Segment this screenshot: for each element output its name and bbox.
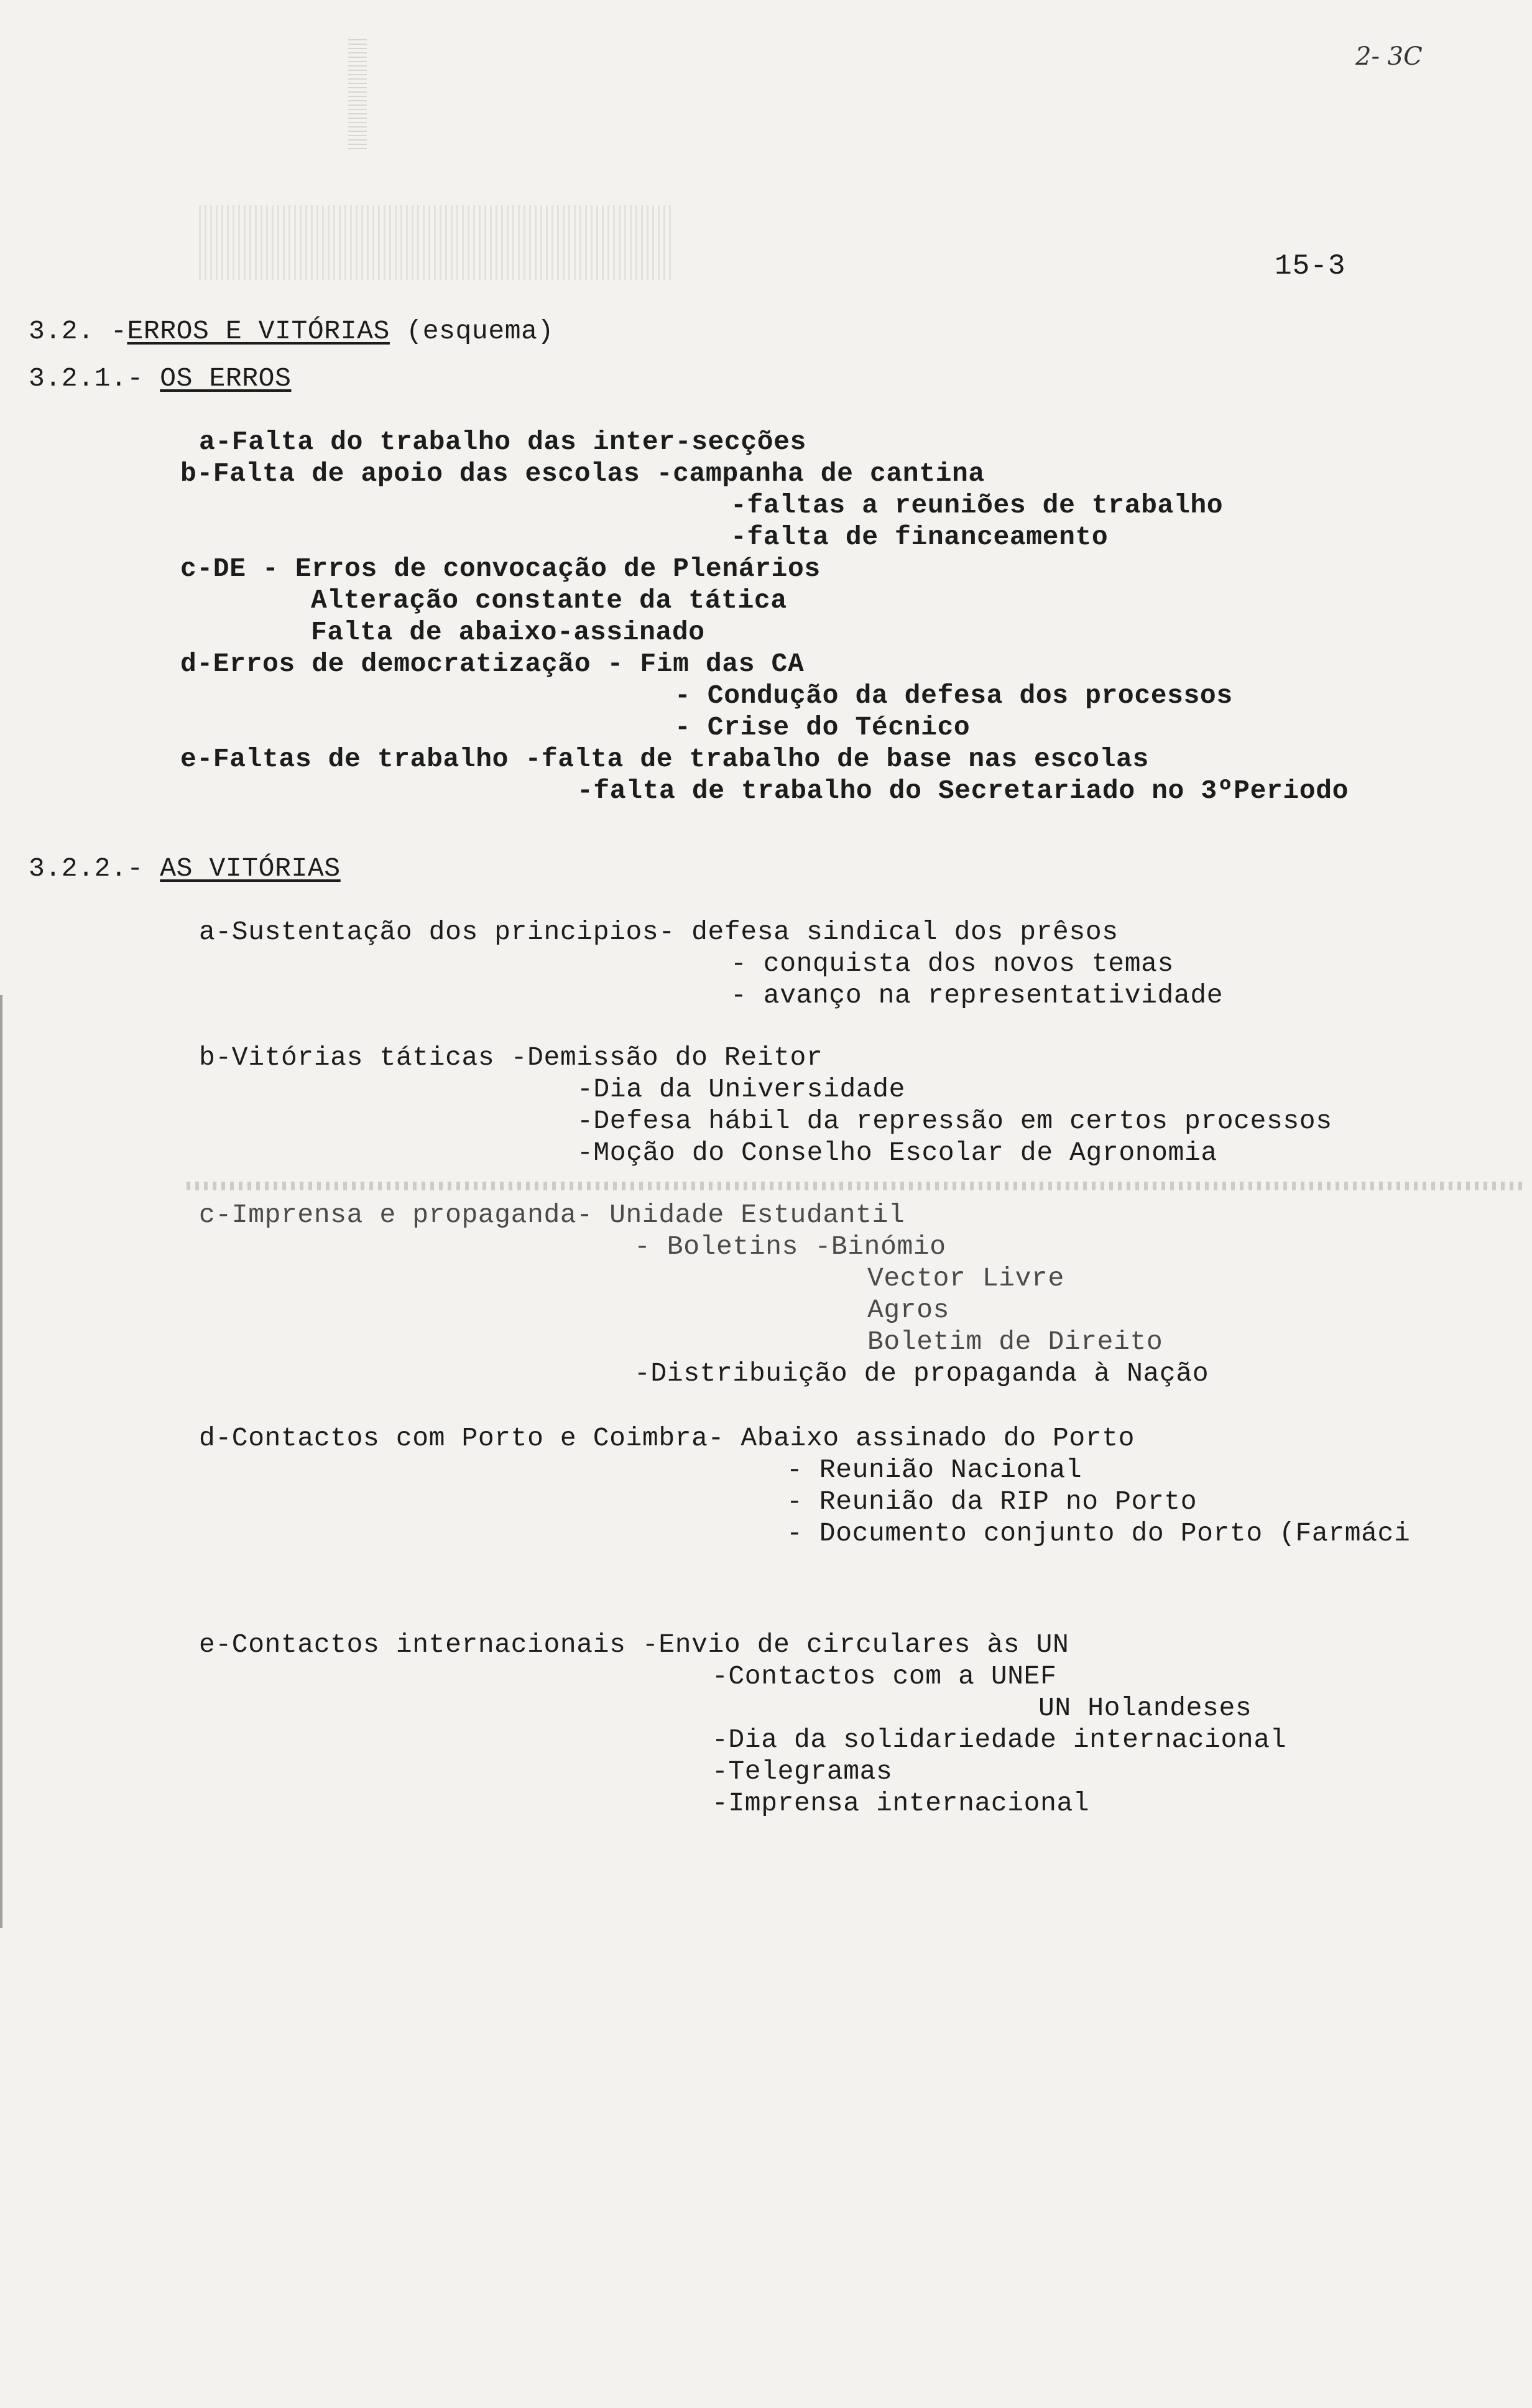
errors-line: Falta de abaixo-assinado xyxy=(311,617,705,647)
page-number: 15-3 xyxy=(1275,250,1346,282)
section-title: ERROS E VITÓRIAS xyxy=(127,316,390,346)
scan-noise xyxy=(199,205,671,280)
victories-line: -Moção do Conselho Escolar de Agronomia xyxy=(577,1137,1217,1168)
victories-line: Boletim de Direito xyxy=(867,1327,1163,1357)
errors-line: - Crise do Técnico xyxy=(675,712,971,743)
errors-number: 3.2.1.- xyxy=(29,363,144,394)
victories-heading xyxy=(29,853,341,884)
victories-number: 3.2.2.- xyxy=(29,853,144,884)
errors-line: b-Falta de apoio das escolas -campanha de cantina xyxy=(180,458,985,489)
errors-line: e-Faltas de trabalho -falta de trabalho de base nas escolas xyxy=(180,744,1149,774)
victories-line: - Reunião da RIP no Porto xyxy=(787,1486,1197,1517)
errors-line: -faltas a reuniões de trabalho xyxy=(731,490,1224,521)
errors-line: -falta de financeamento xyxy=(731,522,1109,552)
victories-line: -Distribuição de propaganda à Nação xyxy=(634,1358,1209,1389)
page-edge-shadow xyxy=(0,995,2,1928)
errors-line: -falta de trabalho do Secretariado no 3ºPeriodo xyxy=(577,776,1349,806)
victories-line: c-Imprensa e propaganda- Unidade Estudantil xyxy=(199,1200,905,1230)
victories-line: - Documento conjunto do Porto (Farmáci xyxy=(787,1518,1411,1549)
victories-line: e-Contactos internacionais -Envio de circulares às UN xyxy=(199,1629,1069,1660)
victories-line: -Telegramas xyxy=(712,1756,893,1787)
victories-line: Vector Livre xyxy=(867,1263,1064,1294)
victories-line: - avanço na representatividade xyxy=(731,980,1224,1011)
section-number: 3.2. xyxy=(29,316,95,346)
victories-title: AS VITÓRIAS xyxy=(160,853,341,884)
victories-line: - conquista dos novos temas xyxy=(731,948,1174,979)
errors-title: OS ERROS xyxy=(160,363,292,394)
victories-line: -Defesa hábil da repressão em certos processos xyxy=(577,1106,1332,1136)
victories-line: - Boletins -Binómio xyxy=(634,1231,946,1262)
victories-line: d-Contactos com Porto e Coimbra- Abaixo assinado do Porto xyxy=(199,1423,1135,1453)
errors-heading xyxy=(29,363,291,394)
victories-line: - Reunião Nacional xyxy=(787,1455,1082,1485)
errors-line: Alteração constante da tática xyxy=(311,585,787,616)
errors-line: c-DE - Erros de convocação de Plenários xyxy=(180,553,821,584)
victories-line: b-Vitórias táticas -Demissão do Reitor xyxy=(199,1042,823,1073)
victories-line: a-Sustentação dos principios- defesa sindical dos prêsos xyxy=(199,917,1119,947)
victories-line: -Contactos com a UNEF xyxy=(712,1661,1057,1692)
corner-note: 2- 3C xyxy=(1355,42,1423,71)
victories-line: Agros xyxy=(867,1295,950,1325)
section-heading: 3.2. -ERROS E VITÓRIAS (esquema) xyxy=(29,316,554,346)
section-title-suffix: (esquema) xyxy=(389,316,554,346)
errors-line: - Condução da defesa dos processos xyxy=(675,680,1233,711)
errors-line: d-Erros de democratização - Fim das CA xyxy=(180,649,805,679)
scan-noise xyxy=(348,37,367,149)
victories-line: UN Holandeses xyxy=(1038,1693,1252,1723)
errors-line: a-Falta do trabalho das inter-secções xyxy=(199,427,806,457)
victories-line: -Dia da Universidade xyxy=(577,1074,906,1104)
victories-line: -Dia da solidariedade internacional xyxy=(712,1725,1287,1755)
victories-line: -Imprensa internacional xyxy=(712,1788,1090,1818)
scan-noise xyxy=(187,1182,1523,1190)
